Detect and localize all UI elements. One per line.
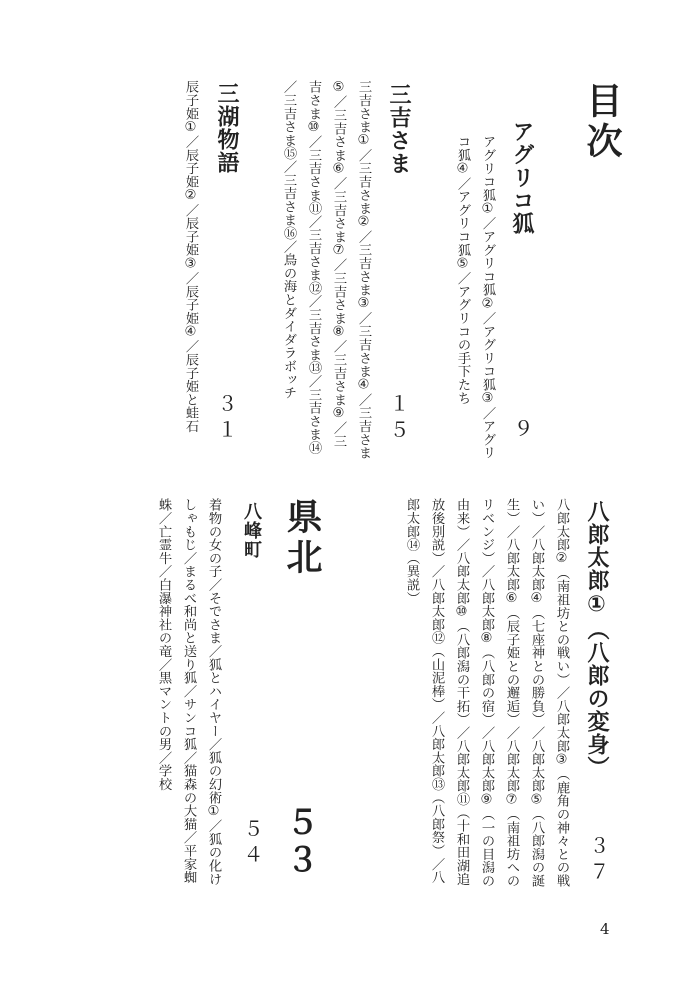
section-title-happo: 八峰町 <box>241 502 262 559</box>
section-page-sankichi: １５ <box>386 393 410 445</box>
section-entries-sankichi: 三吉さま①／三吉さま②／三吉さま③／三吉さま④／三吉さま⑤／三吉さま⑥／三吉さま⑦／三吉さま⑧／三吉さま⑨／三吉さま⑩／三吉さま⑪／三吉さま⑫／三吉さま⑬／三吉さま⑭／三吉さま⑮／三吉さま⑯／鳥の海とダイダラボッチ <box>281 80 371 460</box>
section-entries-happo: 着物の女の子／そでさま／狐とハイヤー／狐の幻術①／狐の化けしゃもじ／まるべ和尚と送り狐／サンコ狐／猫森の大猫／平家蜘蛛／亡霊牛／白瀑神社の竜／黒マントの男／学校 <box>156 498 221 886</box>
section-page-hachirotaro: ３７ <box>586 835 610 887</box>
section-title-agriko: アグリコ狐 <box>509 120 534 235</box>
section-entries-sanko: 辰子姫①／辰子姫②／辰子姫③／辰子姫④／辰子姫と蛙石 <box>183 80 198 433</box>
section-entries-hachirotaro: 八郎太郎②（南祖坊との戦い）／八郎太郎③（鹿角の神々との戦い）／八郎太郎④（七座神との勝負）／八郎太郎⑤（八郎潟の誕生）／八郎太郎⑥（辰子姫との邂逅）／八郎太郎⑦（南祖坊へのリベンジ）／八郎太郎⑧（八郎の宿）／八郎太郎⑨（一の目潟の由来）／八郎太郎⑩（八郎潟の干拓）／八郎太郎⑪（十和田湖追放後別説）／八郎太郎⑫（山泥棒）／八郎太郎⑬（八郎祭）／八郎太郎⑭（異説） <box>404 498 569 888</box>
page-title: 目次 <box>581 82 622 162</box>
page-number: 4 <box>600 920 610 938</box>
section-page-agriko: ９ <box>510 418 534 444</box>
region-title-kenpoku: 県北 <box>281 498 322 578</box>
section-entries-agriko: アグリコ狐①／アグリコ狐②／アグリコ狐③／アグリコ狐④／アグリコ狐⑤／アグリコの手下たち <box>455 135 495 460</box>
section-page-happo: ５４ <box>240 818 264 870</box>
section-page-sanko: ３１ <box>214 393 238 445</box>
region-page-kenpoku: ５３ <box>281 805 320 879</box>
section-title-sanko: 三湖物語 <box>214 82 239 174</box>
section-title-hachirotaro: 八郎太郎①（八郎の変身） <box>584 500 609 779</box>
section-title-sankichi: 三吉さま <box>386 83 411 175</box>
